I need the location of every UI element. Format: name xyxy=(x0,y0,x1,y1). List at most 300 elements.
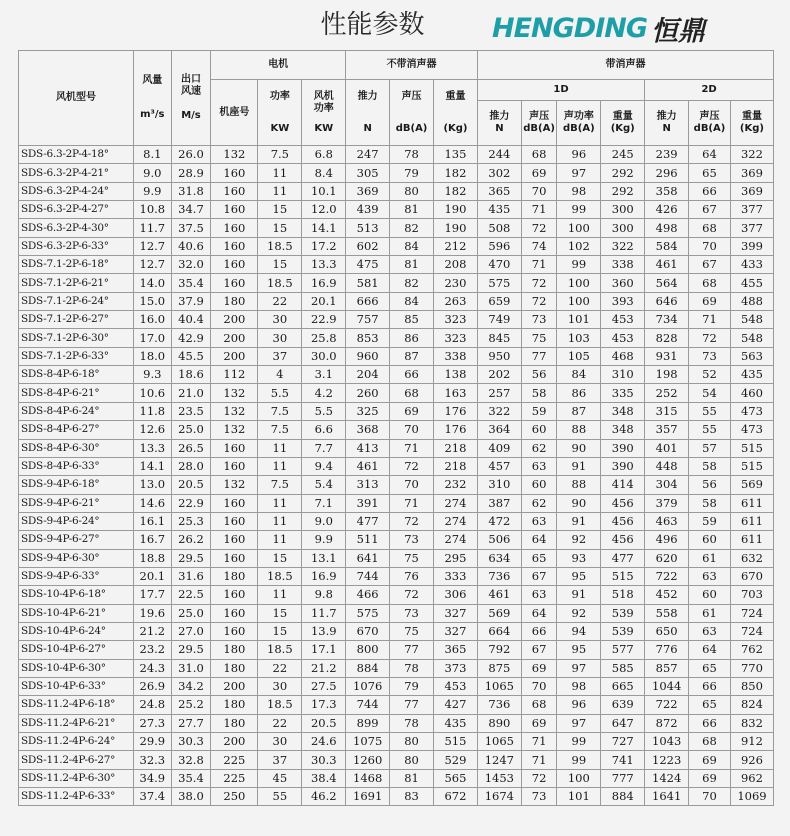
value-cell: 132 xyxy=(211,384,258,402)
header-2d-sound xyxy=(689,101,731,146)
value-cell: 55 xyxy=(689,421,731,439)
value-cell: 1065 xyxy=(477,677,521,695)
value-cell: 77 xyxy=(390,641,434,659)
header-flow xyxy=(134,51,172,146)
value-cell: 749 xyxy=(477,311,521,329)
value-cell: 734 xyxy=(645,311,689,329)
value-cell: 646 xyxy=(645,292,689,310)
value-cell: 38.4 xyxy=(302,769,346,787)
value-cell: 198 xyxy=(645,366,689,384)
value-cell: 762 xyxy=(730,641,773,659)
value-cell: 26.2 xyxy=(171,531,211,549)
value-cell: 40.6 xyxy=(171,237,211,255)
value-cell: 433 xyxy=(730,256,773,274)
value-cell: 92 xyxy=(557,531,601,549)
value-cell: 176 xyxy=(434,421,478,439)
value-cell: 31.8 xyxy=(171,182,211,200)
value-cell: 23.2 xyxy=(134,641,172,659)
value-cell: 132 xyxy=(211,146,258,164)
model-cell: SDS-10-4P-6-18° xyxy=(19,586,134,604)
value-cell: 72 xyxy=(521,219,557,237)
value-cell: 32.0 xyxy=(171,256,211,274)
value-cell: 950 xyxy=(477,347,521,365)
value-cell: 456 xyxy=(601,494,645,512)
value-cell: 69 xyxy=(521,659,557,677)
value-cell: 310 xyxy=(477,476,521,494)
value-cell: 453 xyxy=(434,677,478,695)
value-cell: 30.3 xyxy=(171,733,211,751)
table-row xyxy=(19,457,774,475)
value-cell: 91 xyxy=(557,457,601,475)
table-row xyxy=(19,751,774,769)
value-cell: 776 xyxy=(645,641,689,659)
table-row xyxy=(19,733,774,751)
value-cell: 960 xyxy=(346,347,390,365)
value-cell: 92 xyxy=(557,604,601,622)
value-cell: 14.6 xyxy=(134,494,172,512)
value-cell: 11 xyxy=(258,439,302,457)
value-cell: 83 xyxy=(390,788,434,806)
value-cell: 99 xyxy=(557,201,601,219)
value-cell: 884 xyxy=(346,659,390,677)
value-cell: 88 xyxy=(557,476,601,494)
model-cell: SDS-10-4P-6-27° xyxy=(19,641,134,659)
value-cell: 310 xyxy=(601,366,645,384)
model-cell: SDS-11.2-4P-6-21° xyxy=(19,714,134,732)
table-row xyxy=(19,256,774,274)
value-cell: 160 xyxy=(211,531,258,549)
header-model: 风机型号 xyxy=(19,51,134,146)
value-cell: 1043 xyxy=(645,733,689,751)
value-cell: 453 xyxy=(601,311,645,329)
value-cell: 25.0 xyxy=(171,604,211,622)
table-row xyxy=(19,641,774,659)
value-cell: 15 xyxy=(258,201,302,219)
header-with-silencer: 带消声器 xyxy=(477,51,773,80)
model-cell: SDS-11.2-4P-6-24° xyxy=(19,733,134,751)
value-cell: 160 xyxy=(211,201,258,219)
value-cell: 97 xyxy=(557,659,601,677)
value-cell: 160 xyxy=(211,622,258,640)
table-row xyxy=(19,769,774,787)
value-cell: 17.7 xyxy=(134,586,172,604)
page-title: 性能参数 xyxy=(320,10,425,40)
value-cell: 163 xyxy=(434,384,478,402)
value-cell: 100 xyxy=(557,219,601,237)
value-cell: 890 xyxy=(477,714,521,732)
value-cell: 575 xyxy=(346,604,390,622)
value-cell: 22.9 xyxy=(171,494,211,512)
value-cell: 82 xyxy=(390,274,434,292)
value-cell: 75 xyxy=(521,329,557,347)
value-cell: 73 xyxy=(521,788,557,806)
header-1d-weight xyxy=(601,101,645,146)
value-cell: 14.0 xyxy=(134,274,172,292)
value-cell: 160 xyxy=(211,512,258,530)
model-cell: SDS-7.1-2P-6-21° xyxy=(19,274,134,292)
table-row xyxy=(19,439,774,457)
value-cell: 365 xyxy=(477,182,521,200)
value-cell: 68 xyxy=(689,219,731,237)
model-cell: SDS-8-4P-6-27° xyxy=(19,421,134,439)
value-cell: 57 xyxy=(689,439,731,457)
value-cell: 539 xyxy=(601,604,645,622)
header-sound xyxy=(390,80,434,146)
value-cell: 160 xyxy=(211,219,258,237)
value-cell: 67 xyxy=(689,256,731,274)
value-cell: 80 xyxy=(390,733,434,751)
value-cell: 548 xyxy=(730,329,773,347)
label: 声压 xyxy=(529,111,550,122)
header-motor: 电机 xyxy=(211,51,346,80)
value-cell: 12.6 xyxy=(134,421,172,439)
value-cell: 634 xyxy=(477,549,521,567)
value-cell: 42.9 xyxy=(171,329,211,347)
value-cell: 647 xyxy=(601,714,645,732)
value-cell: 204 xyxy=(346,366,390,384)
value-cell: 832 xyxy=(730,714,773,732)
table-row xyxy=(19,714,774,732)
value-cell: 84 xyxy=(390,292,434,310)
value-cell: 377 xyxy=(730,219,773,237)
value-cell: 22 xyxy=(258,714,302,732)
value-cell: 100 xyxy=(557,274,601,292)
value-cell: 872 xyxy=(645,714,689,732)
unit: (Kg) xyxy=(739,123,764,134)
value-cell: 9.8 xyxy=(302,586,346,604)
value-cell: 358 xyxy=(645,182,689,200)
header-thrust xyxy=(346,80,390,146)
value-cell: 80 xyxy=(390,751,434,769)
table-row xyxy=(19,788,774,806)
value-cell: 369 xyxy=(346,182,390,200)
value-cell: 160 xyxy=(211,164,258,182)
table-row xyxy=(19,347,774,365)
value-cell: 81 xyxy=(390,769,434,787)
value-cell: 71 xyxy=(521,201,557,219)
value-cell: 239 xyxy=(645,146,689,164)
value-cell: 7.5 xyxy=(258,421,302,439)
value-cell: 639 xyxy=(601,696,645,714)
value-cell: 10.1 xyxy=(302,182,346,200)
value-cell: 15.0 xyxy=(134,292,172,310)
value-cell: 71 xyxy=(689,311,731,329)
value-cell: 73 xyxy=(390,531,434,549)
value-cell: 70 xyxy=(390,421,434,439)
table-row xyxy=(19,219,774,237)
value-cell: 26.5 xyxy=(171,439,211,457)
value-cell: 71 xyxy=(521,256,557,274)
value-cell: 67 xyxy=(521,567,557,585)
value-cell: 35.4 xyxy=(171,769,211,787)
value-cell: 29.9 xyxy=(134,733,172,751)
value-cell: 757 xyxy=(346,311,390,329)
value-cell: 76 xyxy=(390,567,434,585)
value-cell: 461 xyxy=(477,586,521,604)
value-cell: 274 xyxy=(434,531,478,549)
value-cell: 912 xyxy=(730,733,773,751)
value-cell: 35.4 xyxy=(171,274,211,292)
model-cell: SDS-9-4P-6-27° xyxy=(19,531,134,549)
value-cell: 426 xyxy=(645,201,689,219)
value-cell: 37.9 xyxy=(171,292,211,310)
value-cell: 55 xyxy=(258,788,302,806)
header-no-silencer: 不带消声器 xyxy=(346,51,478,80)
brand-name: HENGDING xyxy=(492,12,648,44)
value-cell: 455 xyxy=(730,274,773,292)
value-cell: 292 xyxy=(601,164,645,182)
value-cell: 30 xyxy=(258,733,302,751)
value-cell: 27.3 xyxy=(134,714,172,732)
value-cell: 64 xyxy=(521,604,557,622)
value-cell: 98 xyxy=(557,677,601,695)
value-cell: 9.9 xyxy=(302,531,346,549)
value-cell: 97 xyxy=(557,714,601,732)
value-cell: 475 xyxy=(346,256,390,274)
value-cell: 218 xyxy=(434,457,478,475)
table-row xyxy=(19,549,774,567)
value-cell: 86 xyxy=(390,329,434,347)
unit: N xyxy=(495,123,504,134)
value-cell: 8.4 xyxy=(302,164,346,182)
value-cell: 473 xyxy=(730,402,773,420)
value-cell: 335 xyxy=(601,384,645,402)
value-cell: 64 xyxy=(521,531,557,549)
value-cell: 24.3 xyxy=(134,659,172,677)
value-cell: 85 xyxy=(390,311,434,329)
value-cell: 72 xyxy=(390,457,434,475)
value-cell: 379 xyxy=(645,494,689,512)
value-cell: 11 xyxy=(258,586,302,604)
value-cell: 30.0 xyxy=(302,347,346,365)
value-cell: 435 xyxy=(477,201,521,219)
table-row xyxy=(19,567,774,585)
value-cell: 511 xyxy=(346,531,390,549)
model-cell: SDS-11.2-4P-6-30° xyxy=(19,769,134,787)
value-cell: 15 xyxy=(258,256,302,274)
value-cell: 736 xyxy=(477,567,521,585)
value-cell: 470 xyxy=(477,256,521,274)
value-cell: 722 xyxy=(645,696,689,714)
value-cell: 70 xyxy=(689,237,731,255)
value-cell: 1076 xyxy=(346,677,390,695)
value-cell: 18.5 xyxy=(258,237,302,255)
value-cell: 78 xyxy=(390,659,434,677)
value-cell: 32.3 xyxy=(134,751,172,769)
value-cell: 75 xyxy=(390,622,434,640)
value-cell: 20.5 xyxy=(171,476,211,494)
table-row xyxy=(19,274,774,292)
value-cell: 73 xyxy=(390,604,434,622)
model-cell: SDS-9-4P-6-24° xyxy=(19,512,134,530)
header-thrust-label: 推力 xyxy=(357,90,378,102)
value-cell: 25.2 xyxy=(171,696,211,714)
value-cell: 11 xyxy=(258,531,302,549)
header-fan-power xyxy=(302,80,346,146)
value-cell: 69 xyxy=(390,402,434,420)
value-cell: 56 xyxy=(689,476,731,494)
unit: dB(A) xyxy=(523,123,555,134)
value-cell: 25.3 xyxy=(171,512,211,530)
value-cell: 453 xyxy=(601,329,645,347)
value-cell: 58 xyxy=(689,494,731,512)
value-cell: 91 xyxy=(557,586,601,604)
value-cell: 31.0 xyxy=(171,659,211,677)
header-1d-sound-power xyxy=(557,101,601,146)
table-row xyxy=(19,366,774,384)
value-cell: 364 xyxy=(477,421,521,439)
value-cell: 515 xyxy=(434,733,478,751)
value-cell: 37 xyxy=(258,347,302,365)
value-cell: 10.6 xyxy=(134,384,172,402)
value-cell: 962 xyxy=(730,769,773,787)
value-cell: 390 xyxy=(601,457,645,475)
value-cell: 305 xyxy=(346,164,390,182)
value-cell: 377 xyxy=(730,201,773,219)
value-cell: 21.2 xyxy=(302,659,346,677)
value-cell: 15 xyxy=(258,219,302,237)
value-cell: 850 xyxy=(730,677,773,695)
header-weight-label: 重量 xyxy=(445,90,466,102)
value-cell: 132 xyxy=(211,421,258,439)
value-cell: 1424 xyxy=(645,769,689,787)
value-cell: 1247 xyxy=(477,751,521,769)
value-cell: 9.4 xyxy=(302,457,346,475)
value-cell: 66 xyxy=(390,366,434,384)
value-cell: 73 xyxy=(689,347,731,365)
value-cell: 15 xyxy=(258,622,302,640)
value-cell: 200 xyxy=(211,311,258,329)
value-cell: 300 xyxy=(601,201,645,219)
value-cell: 59 xyxy=(689,512,731,530)
value-cell: 20.1 xyxy=(302,292,346,310)
value-cell: 24.6 xyxy=(302,733,346,751)
header-1d: 1D xyxy=(477,80,644,101)
value-cell: 59 xyxy=(521,402,557,420)
value-cell: 87 xyxy=(390,347,434,365)
value-cell: 393 xyxy=(601,292,645,310)
value-cell: 506 xyxy=(477,531,521,549)
unit: (Kg) xyxy=(610,123,635,134)
value-cell: 100 xyxy=(557,292,601,310)
value-cell: 5.5 xyxy=(258,384,302,402)
value-cell: 672 xyxy=(434,788,478,806)
value-cell: 105 xyxy=(557,347,601,365)
value-cell: 180 xyxy=(211,567,258,585)
value-cell: 564 xyxy=(645,274,689,292)
value-cell: 70 xyxy=(521,182,557,200)
value-cell: 18.5 xyxy=(258,641,302,659)
value-cell: 558 xyxy=(645,604,689,622)
table-row xyxy=(19,659,774,677)
value-cell: 250 xyxy=(211,788,258,806)
value-cell: 488 xyxy=(730,292,773,310)
value-cell: 18.6 xyxy=(171,366,211,384)
value-cell: 300 xyxy=(601,219,645,237)
value-cell: 18.8 xyxy=(134,549,172,567)
value-cell: 81 xyxy=(390,201,434,219)
value-cell: 63 xyxy=(689,622,731,640)
value-cell: 11.7 xyxy=(134,219,172,237)
value-cell: 12.7 xyxy=(134,237,172,255)
value-cell: 322 xyxy=(730,146,773,164)
value-cell: 15 xyxy=(258,604,302,622)
value-cell: 770 xyxy=(730,659,773,677)
value-cell: 295 xyxy=(434,549,478,567)
value-cell: 427 xyxy=(434,696,478,714)
value-cell: 65 xyxy=(689,659,731,677)
value-cell: 230 xyxy=(434,274,478,292)
value-cell: 292 xyxy=(601,182,645,200)
value-cell: 513 xyxy=(346,219,390,237)
value-cell: 17.2 xyxy=(302,237,346,255)
model-cell: SDS-8-4P-6-33° xyxy=(19,457,134,475)
value-cell: 82 xyxy=(390,219,434,237)
value-cell: 64 xyxy=(689,146,731,164)
value-cell: 97 xyxy=(557,164,601,182)
value-cell: 218 xyxy=(434,439,478,457)
value-cell: 274 xyxy=(434,494,478,512)
value-cell: 7.5 xyxy=(258,402,302,420)
value-cell: 304 xyxy=(645,476,689,494)
value-cell: 632 xyxy=(730,549,773,567)
value-cell: 38.0 xyxy=(171,788,211,806)
value-cell: 602 xyxy=(346,237,390,255)
value-cell: 30.3 xyxy=(302,751,346,769)
value-cell: 30 xyxy=(258,677,302,695)
table-row xyxy=(19,329,774,347)
value-cell: 575 xyxy=(477,274,521,292)
table-row xyxy=(19,182,774,200)
value-cell: 72 xyxy=(390,512,434,530)
value-cell: 52 xyxy=(689,366,731,384)
value-cell: 60 xyxy=(521,421,557,439)
value-cell: 93 xyxy=(557,549,601,567)
value-cell: 22 xyxy=(258,292,302,310)
value-cell: 58 xyxy=(521,384,557,402)
value-cell: 62 xyxy=(521,494,557,512)
value-cell: 439 xyxy=(346,201,390,219)
value-cell: 62 xyxy=(521,439,557,457)
value-cell: 498 xyxy=(645,219,689,237)
value-cell: 11 xyxy=(258,457,302,475)
value-cell: 200 xyxy=(211,733,258,751)
value-cell: 666 xyxy=(346,292,390,310)
value-cell: 68 xyxy=(521,696,557,714)
value-cell: 138 xyxy=(434,366,478,384)
model-cell: SDS-9-4P-6-30° xyxy=(19,549,134,567)
value-cell: 369 xyxy=(730,182,773,200)
value-cell: 72 xyxy=(521,274,557,292)
value-cell: 21.0 xyxy=(171,384,211,402)
value-cell: 722 xyxy=(645,567,689,585)
table-row xyxy=(19,677,774,695)
value-cell: 63 xyxy=(521,586,557,604)
value-cell: 69 xyxy=(689,292,731,310)
value-cell: 200 xyxy=(211,347,258,365)
value-cell: 13.3 xyxy=(134,439,172,457)
value-cell: 477 xyxy=(601,549,645,567)
value-cell: 18.5 xyxy=(258,567,302,585)
model-cell: SDS-10-4P-6-30° xyxy=(19,659,134,677)
value-cell: 67 xyxy=(689,201,731,219)
model-cell: SDS-6.3-2P-4-24° xyxy=(19,182,134,200)
value-cell: 98 xyxy=(557,182,601,200)
value-cell: 306 xyxy=(434,586,478,604)
value-cell: 565 xyxy=(434,769,478,787)
value-cell: 63 xyxy=(689,567,731,585)
value-cell: 539 xyxy=(601,622,645,640)
